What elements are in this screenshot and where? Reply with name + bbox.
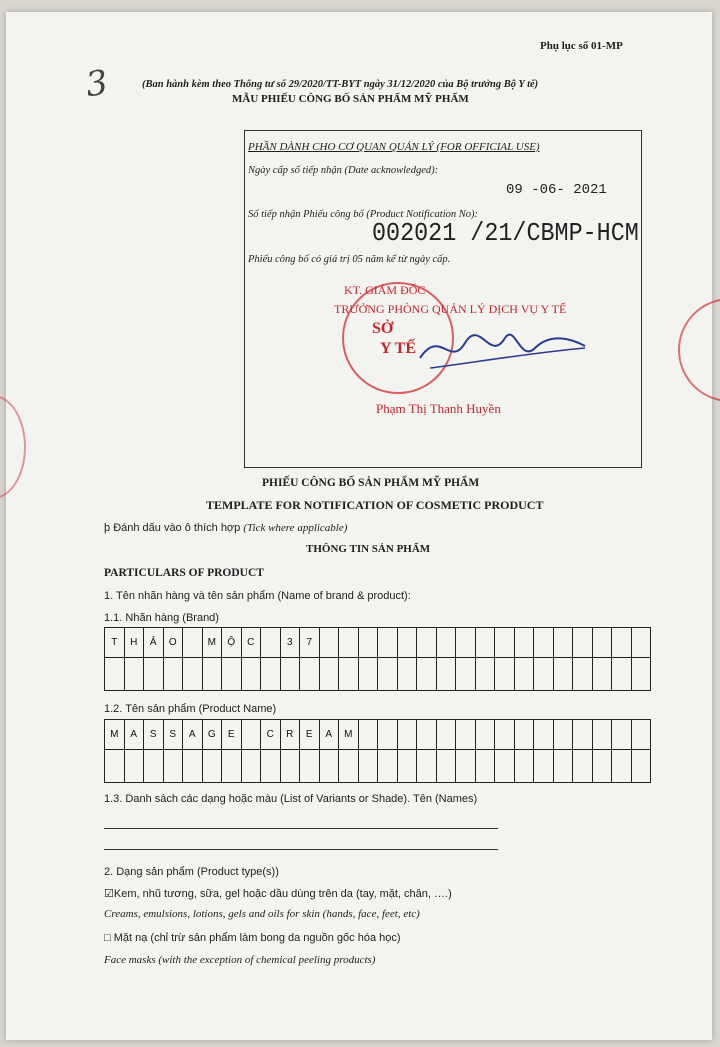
item-1-2-label: 1.2. Tên sản phẩm (Product Name): [104, 703, 277, 715]
brand-empty-cell[interactable]: [573, 658, 593, 691]
product-name-cell[interactable]: [437, 720, 457, 750]
brand-empty-cell[interactable]: [261, 658, 281, 691]
product-name-empty-cell[interactable]: [632, 750, 652, 783]
tick-symbol: þ: [104, 522, 111, 534]
product-name-empty-cell[interactable]: [339, 750, 359, 783]
brand-cell[interactable]: [359, 628, 379, 658]
option-1-text-en: Creams, emulsions, lotions, gels and oils for skin (hands, face, feet, etc): [104, 908, 420, 920]
product-name-empty-cell[interactable]: [222, 750, 242, 783]
option-1-text-vi: Kem, nhũ tương, sữa, gel hoặc dầu dùng trên da (tay, mặt, chân, ….): [113, 888, 452, 900]
brand-cell[interactable]: [495, 628, 515, 658]
product-name-cell[interactable]: C: [261, 720, 281, 750]
item-2-label: 2. Dạng sản phẩm (Product type(s)): [104, 866, 279, 878]
product-name-empty-cell[interactable]: [320, 750, 340, 783]
product-name-cell[interactable]: [632, 720, 652, 750]
item-1-1-label: 1.1. Nhãn hàng (Brand): [104, 612, 219, 624]
director-title: KT. GIÁM ĐỐC: [344, 283, 426, 297]
product-name-empty-cell[interactable]: [593, 750, 613, 783]
brand-empty-cell[interactable]: [398, 658, 418, 691]
product-name-cell[interactable]: [534, 720, 554, 750]
product-name-empty-cell[interactable]: [417, 750, 437, 783]
product-name-cell[interactable]: [359, 720, 379, 750]
product-name-empty-cell[interactable]: [242, 750, 262, 783]
product-name-empty-cell[interactable]: [105, 750, 125, 783]
product-name-cell[interactable]: G: [203, 720, 223, 750]
brand-empty-cell[interactable]: [554, 658, 574, 691]
brand-cell[interactable]: [183, 628, 203, 658]
brand-empty-cell[interactable]: [203, 658, 223, 691]
product-name-cell[interactable]: E: [222, 720, 242, 750]
brand-cell[interactable]: M: [203, 628, 223, 658]
product-name-empty-cell[interactable]: [183, 750, 203, 783]
brand-empty-cell[interactable]: [378, 658, 398, 691]
product-name-cell[interactable]: R: [281, 720, 301, 750]
product-name-empty-cell[interactable]: [281, 750, 301, 783]
brand-cell[interactable]: Ả: [144, 628, 164, 658]
variants-line-2[interactable]: [104, 849, 498, 850]
brand-cell[interactable]: [534, 628, 554, 658]
product-name-cell[interactable]: S: [164, 720, 184, 750]
product-name-empty-cell[interactable]: [456, 750, 476, 783]
product-name-empty-cell[interactable]: [437, 750, 457, 783]
brand-empty-cell[interactable]: [105, 658, 125, 691]
item-1-label: 1. Tên nhãn hàng và tên sản phẩm (Name of brand & product):: [104, 590, 411, 602]
date-acknowledged-value: 09 -06- 2021: [506, 182, 607, 198]
brand-cell[interactable]: [632, 628, 652, 658]
notification-title-en: TEMPLATE FOR NOTIFICATION OF COSMETIC PRODUCT: [206, 498, 544, 512]
product-name-empty-cell[interactable]: [144, 750, 164, 783]
handwritten-number: 3: [83, 62, 111, 106]
brand-empty-cell[interactable]: [339, 658, 359, 691]
product-name-cell[interactable]: [242, 720, 262, 750]
brand-empty-cell[interactable]: [612, 658, 632, 691]
product-name-empty-cell[interactable]: [261, 750, 281, 783]
brand-empty-cell[interactable]: [515, 658, 535, 691]
brand-empty-cell[interactable]: [437, 658, 457, 691]
official-use-heading: PHẦN DÀNH CHO CƠ QUAN QUẢN LÝ (FOR OFFICIAL USE): [248, 141, 540, 153]
product-info-title-en: PARTICULARS OF PRODUCT: [104, 567, 264, 579]
brand-empty-cell[interactable]: [495, 658, 515, 691]
tick-instruction: [104, 522, 347, 534]
product-name-cell[interactable]: [573, 720, 593, 750]
validity-note: Phiếu công bố có giá trị 05 năm kể từ ngày cấp.: [248, 254, 451, 265]
signature: [410, 318, 590, 378]
product-name-cell[interactable]: [476, 720, 496, 750]
issued-with-note: (Ban hành kèm theo Thông tư số 29/2020/TT-BYT ngày 31/12/2020 của Bộ trưởng Bộ Y tế): [142, 79, 539, 90]
brand-cell[interactable]: T: [105, 628, 125, 658]
brand-empty-cell[interactable]: [476, 658, 496, 691]
product-name-cell[interactable]: [398, 720, 418, 750]
product-name-cell[interactable]: [417, 720, 437, 750]
product-name-empty-cell[interactable]: [495, 750, 515, 783]
brand-cell[interactable]: C: [242, 628, 262, 658]
product-name-cell[interactable]: M: [105, 720, 125, 750]
brand-empty-cell[interactable]: [417, 658, 437, 691]
product-name-cell[interactable]: M: [339, 720, 359, 750]
brand-cell[interactable]: O: [164, 628, 184, 658]
brand-cell[interactable]: [378, 628, 398, 658]
product-type-option-2: [104, 932, 401, 944]
brand-cell[interactable]: [554, 628, 574, 658]
brand-empty-cell[interactable]: [281, 658, 301, 691]
product-name-empty-cell[interactable]: [476, 750, 496, 783]
date-acknowledged-label: Ngày cấp số tiếp nhận (Date acknowledged):: [248, 165, 439, 176]
brand-empty-cell[interactable]: [359, 658, 379, 691]
product-name-empty-cell[interactable]: [300, 750, 320, 783]
brand-cell[interactable]: [339, 628, 359, 658]
item-1-3-label: 1.3. Danh sách các dạng hoặc màu (List of Variants or Shade). Tên (Names): [104, 793, 478, 805]
brand-empty-cell[interactable]: [125, 658, 145, 691]
product-name-cell[interactable]: [593, 720, 613, 750]
brand-cell[interactable]: [573, 628, 593, 658]
brand-cell[interactable]: [476, 628, 496, 658]
brand-grid[interactable]: [104, 627, 651, 691]
product-name-empty-cell[interactable]: [378, 750, 398, 783]
notification-title-vi: PHIẾU CÔNG BỐ SẢN PHẨM MỸ PHẨM: [262, 477, 480, 489]
brand-empty-cell[interactable]: [164, 658, 184, 691]
product-name-cell[interactable]: [515, 720, 535, 750]
product-name-empty-cell[interactable]: [203, 750, 223, 783]
official-use-box: [244, 130, 642, 468]
variants-line-1[interactable]: [104, 828, 498, 829]
brand-cell[interactable]: Ộ: [222, 628, 242, 658]
brand-cell[interactable]: [456, 628, 476, 658]
brand-cell[interactable]: H: [125, 628, 145, 658]
brand-cell[interactable]: [437, 628, 457, 658]
notification-number-label: Số tiếp nhận Phiếu công bố (Product Notification No):: [248, 209, 478, 220]
appendix-label: Phụ lục số 01-MP: [540, 40, 623, 52]
product-name-cell[interactable]: [456, 720, 476, 750]
brand-empty-cell[interactable]: [222, 658, 242, 691]
product-name-cell[interactable]: A: [183, 720, 203, 750]
product-name-cell[interactable]: E: [300, 720, 320, 750]
product-name-empty-cell[interactable]: [398, 750, 418, 783]
product-name-cell[interactable]: A: [125, 720, 145, 750]
product-name-cell[interactable]: [554, 720, 574, 750]
seal-text-line1: SỞ: [372, 320, 394, 337]
brand-cell[interactable]: 7: [300, 628, 320, 658]
checkbox-checked-icon[interactable]: ☑: [104, 888, 114, 900]
brand-empty-cell[interactable]: [320, 658, 340, 691]
checkbox-empty-icon[interactable]: □: [104, 932, 111, 944]
product-name-cell[interactable]: A: [320, 720, 340, 750]
brand-empty-cell[interactable]: [144, 658, 164, 691]
product-info-title-vi: THÔNG TIN SẢN PHẨM: [306, 543, 431, 555]
product-name-cell[interactable]: [612, 720, 632, 750]
product-name-empty-cell[interactable]: [164, 750, 184, 783]
product-name-cell[interactable]: [495, 720, 515, 750]
brand-cell[interactable]: [320, 628, 340, 658]
product-name-empty-cell[interactable]: [612, 750, 632, 783]
product-name-empty-cell[interactable]: [534, 750, 554, 783]
product-name-cell[interactable]: S: [144, 720, 164, 750]
option-2-text-vi: Mặt nạ (chỉ trừ sản phẩm làm bong da nguồn gốc hóa học): [113, 932, 401, 944]
product-name-empty-cell[interactable]: [554, 750, 574, 783]
signer-name: Phạm Thị Thanh Huyền: [376, 401, 501, 416]
product-name-empty-cell[interactable]: [125, 750, 145, 783]
brand-cell[interactable]: [515, 628, 535, 658]
brand-cell[interactable]: [593, 628, 613, 658]
department-title: TRƯỞNG PHÒNG QUẢN LÝ DỊCH VỤ Y TẾ: [334, 302, 567, 316]
product-name-empty-cell[interactable]: [573, 750, 593, 783]
brand-cell[interactable]: [398, 628, 418, 658]
option-2-text-en: Face masks (with the exception of chemical peeling products): [104, 954, 376, 966]
product-name-empty-cell[interactable]: [359, 750, 379, 783]
product-type-option-1: [104, 887, 452, 900]
tick-instruction-vi: Đánh dấu vào ô thích hợp: [113, 522, 241, 534]
tick-instruction-en: (Tick where applicable): [243, 522, 348, 534]
brand-empty-cell[interactable]: [632, 658, 652, 691]
brand-empty-cell[interactable]: [183, 658, 203, 691]
product-name-empty-cell[interactable]: [515, 750, 535, 783]
brand-cell[interactable]: [261, 628, 281, 658]
brand-empty-cell[interactable]: [534, 658, 554, 691]
product-name-cell[interactable]: [378, 720, 398, 750]
brand-empty-cell[interactable]: [456, 658, 476, 691]
brand-cell[interactable]: [612, 628, 632, 658]
brand-empty-cell[interactable]: [593, 658, 613, 691]
seal-text-line2: Y TẾ: [380, 340, 417, 357]
form-title: MẪU PHIẾU CÔNG BỐ SẢN PHẨM MỸ PHẨM: [232, 93, 469, 105]
notification-number-value: 002021 /21/CBMP-HCM: [372, 218, 639, 248]
brand-cell[interactable]: 3: [281, 628, 301, 658]
brand-empty-cell[interactable]: [300, 658, 320, 691]
brand-cell[interactable]: [417, 628, 437, 658]
product-name-grid[interactable]: [104, 719, 651, 783]
brand-empty-cell[interactable]: [242, 658, 262, 691]
